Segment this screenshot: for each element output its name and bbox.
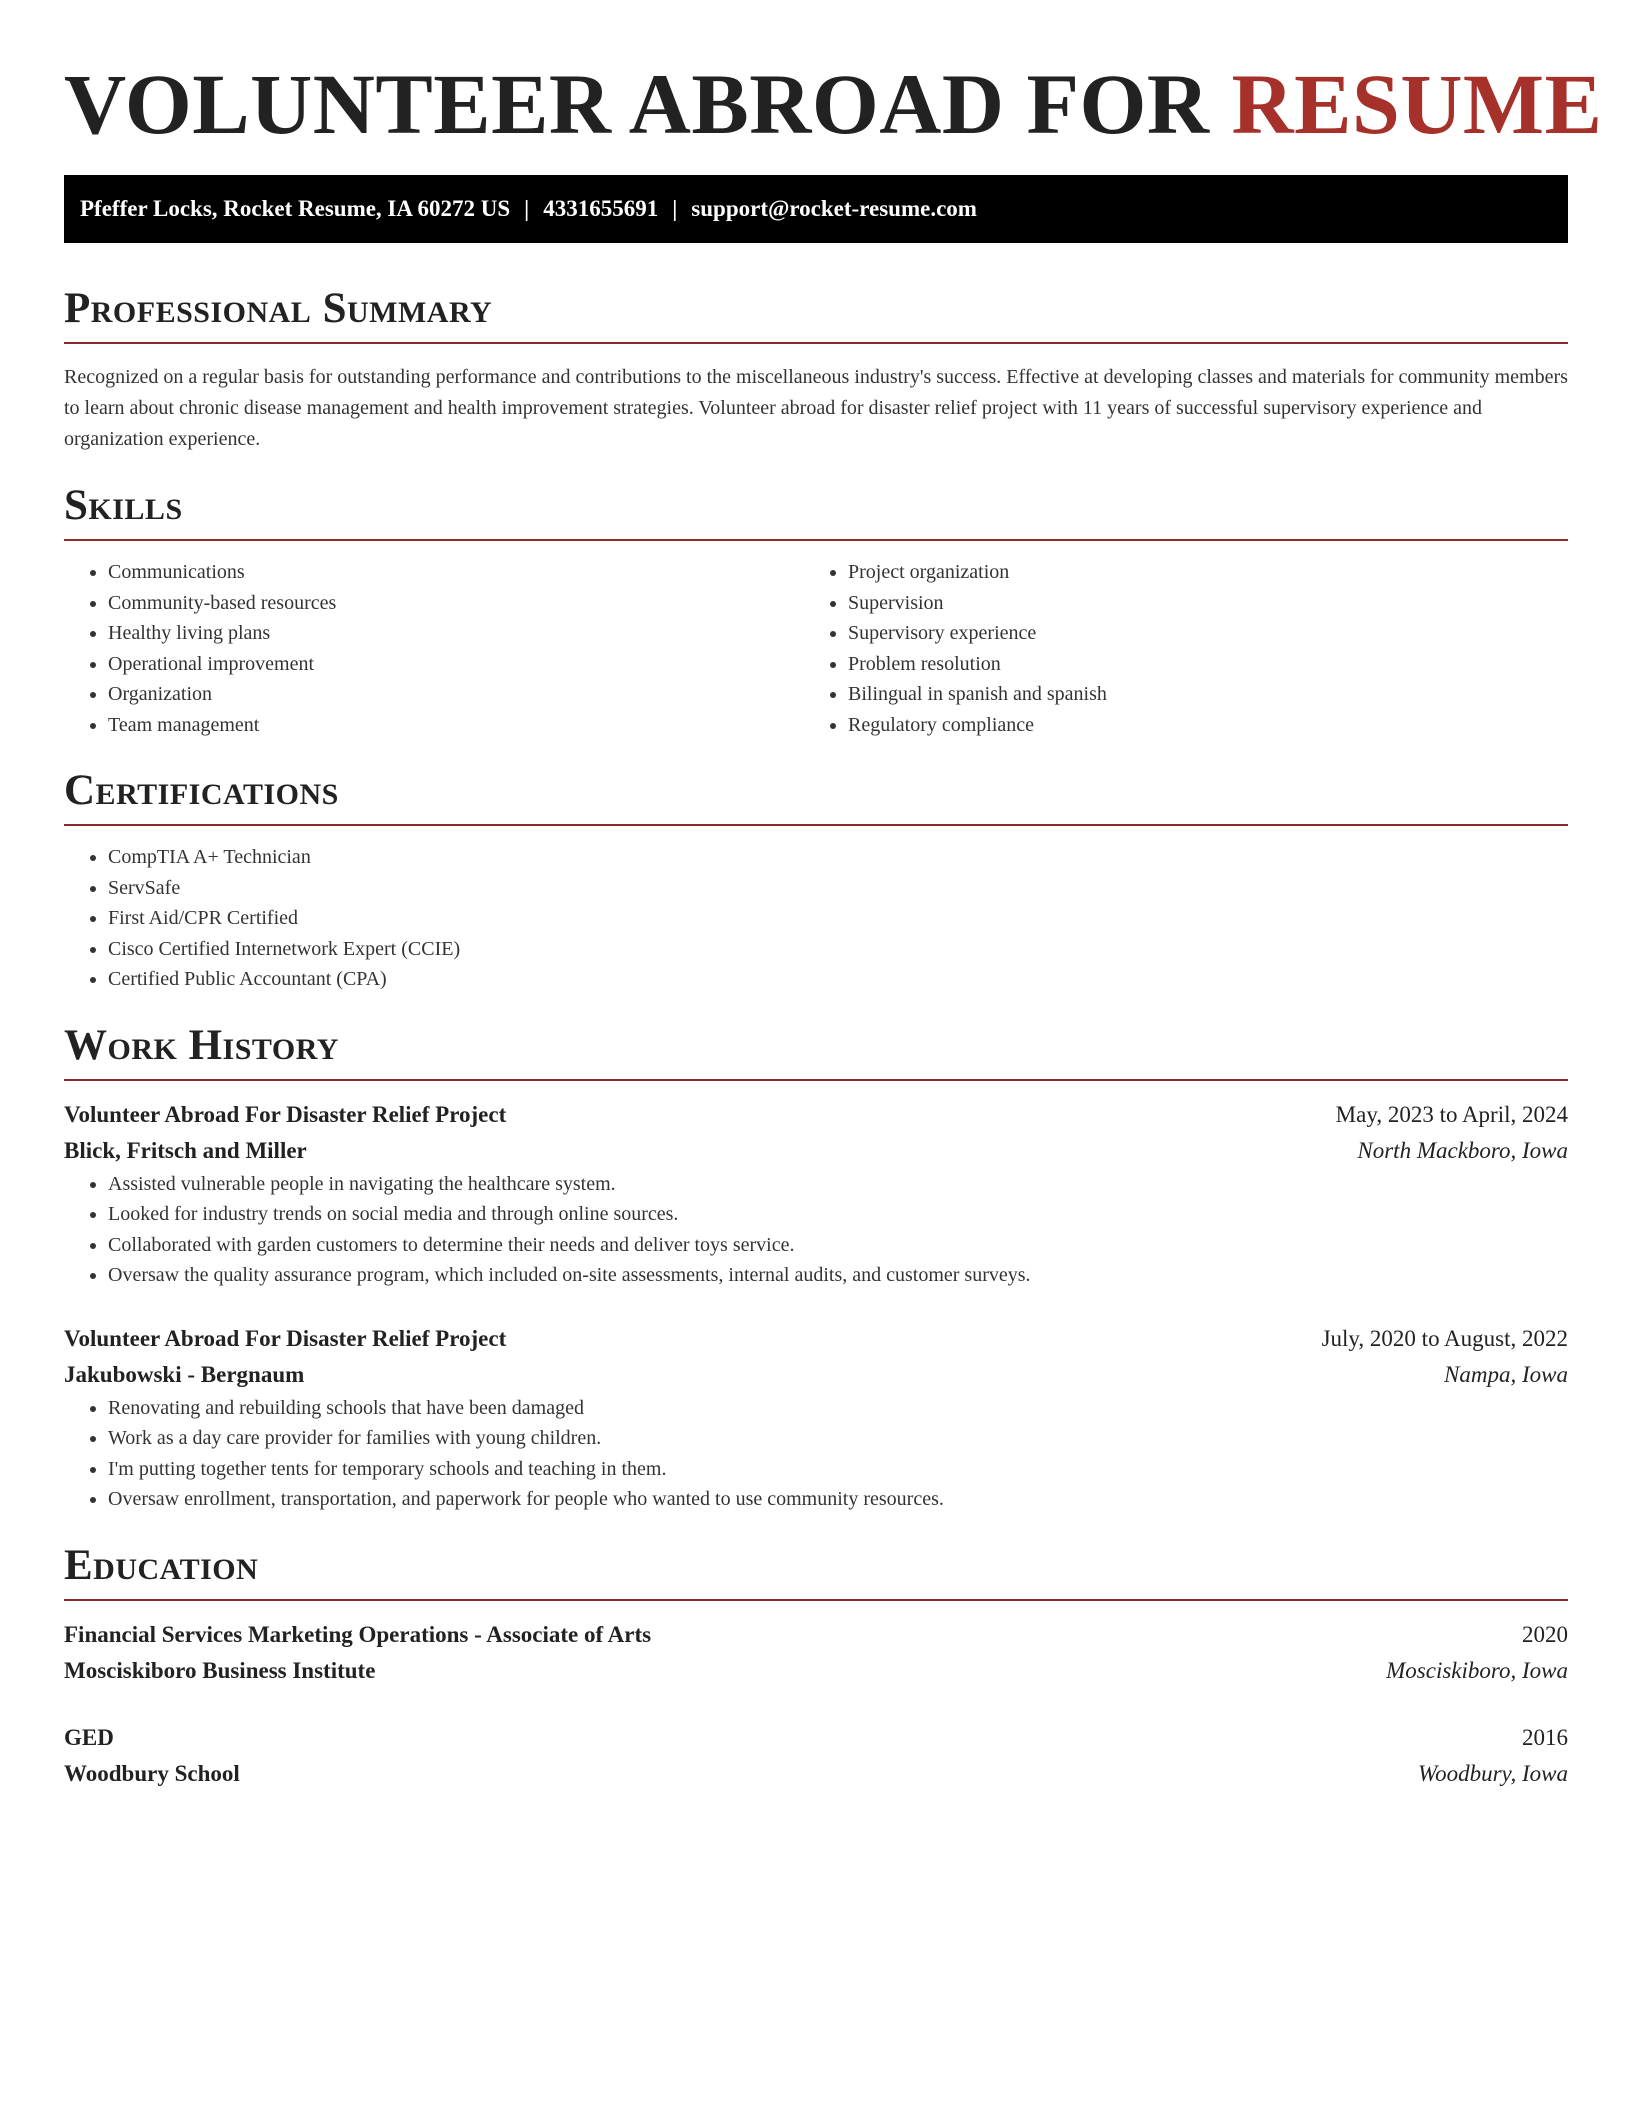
certification-item: • First Aid/CPR Certified: [108, 903, 1568, 934]
job-company-row: [64, 1133, 1568, 1169]
job-duty-item: • Renovating and rebuilding schools that have been damaged: [108, 1393, 1568, 1424]
title-accent: RESUME: [1231, 56, 1603, 152]
education-degree: Financial Services Marketing Operations - Associate of Arts: [64, 1621, 652, 1647]
certification-item: • CompTIA A+ Technician: [108, 842, 1568, 873]
job-location: North Mackboro, Iowa: [1357, 1137, 1568, 1163]
skills-column-left: [64, 557, 804, 740]
job-header-row: [64, 1097, 1568, 1133]
education-entry: [64, 1617, 1568, 1689]
work-history-heading: Work History: [64, 1021, 339, 1069]
skill-item: • Communications: [108, 557, 804, 588]
job-duties-list: [64, 1169, 1568, 1291]
education-section: [64, 1541, 1568, 1792]
job-title: Volunteer Abroad For Disaster Relief Project: [64, 1101, 507, 1127]
education-header-row: [64, 1720, 1568, 1756]
skills-list-left: [64, 557, 804, 740]
education-school-row: [64, 1756, 1568, 1792]
certification-item: • Certified Public Accountant (CPA): [108, 964, 1568, 995]
job-duty-item: • Oversaw the quality assurance program, which included on-site assessments, internal audits, and customer surveys.: [108, 1260, 1568, 1291]
contact-separator: |: [524, 196, 530, 221]
resume-title: [64, 0, 1603, 152]
education-location: Mosciskiboro, Iowa: [1386, 1657, 1568, 1683]
summary-heading: Professional Summary: [64, 285, 493, 332]
certification-item: • Cisco Certified Internetwork Expert (CCIE): [108, 934, 1568, 965]
skill-item: • Problem resolution: [848, 649, 1544, 680]
education-header-row: [64, 1617, 1568, 1653]
certification-item: • ServSafe: [108, 873, 1568, 904]
skills-list-right: [804, 557, 1544, 740]
skill-item: • Team management: [108, 710, 804, 741]
contact-phone: 4331655691: [543, 196, 659, 221]
job-duty-item: • I'm putting together tents for temporary schools and teaching in them.: [108, 1454, 1568, 1485]
contact-bar: [64, 175, 1568, 243]
job-duty-item: • Oversaw enrollment, transportation, and paperwork for people who wanted to use community resources.: [108, 1484, 1568, 1515]
contact-address: Pfeffer Locks, Rocket Resume, IA 60272 US: [80, 196, 511, 221]
job-duty-item: • Work as a day care provider for families with young children.: [108, 1423, 1568, 1454]
job-duties-list: [64, 1393, 1568, 1515]
certifications-section: [64, 766, 1568, 995]
education-entry: [64, 1720, 1568, 1792]
contact-separator: |: [672, 196, 678, 221]
contact-email: support@rocket-resume.com: [691, 196, 977, 221]
education-school: Mosciskiboro Business Institute: [64, 1657, 376, 1683]
skill-item: • Supervisory experience: [848, 618, 1544, 649]
education-location: Woodbury, Iowa: [1418, 1760, 1568, 1786]
title-main: VOLUNTEER ABROAD FOR: [64, 56, 1232, 152]
education-school: Woodbury School: [64, 1760, 240, 1786]
skills-column-right: [804, 557, 1544, 740]
skill-item: • Organization: [108, 679, 804, 710]
skill-item: • Regulatory compliance: [848, 710, 1544, 741]
job-duty-item: • Assisted vulnerable people in navigating the healthcare system.: [108, 1169, 1568, 1200]
work-history-section: [64, 1021, 1568, 1515]
job-header-row: [64, 1321, 1568, 1357]
section-divider: [64, 1079, 1568, 1081]
job-location: Nampa, Iowa: [1444, 1361, 1568, 1387]
job-dates: May, 2023 to April, 2024: [1335, 1101, 1568, 1127]
job-duty-item: • Collaborated with garden customers to determine their needs and deliver toys service.: [108, 1230, 1568, 1261]
job-company: Blick, Fritsch and Miller: [64, 1137, 307, 1163]
summary-text: Recognized on a regular basis for outstanding performance and contributions to the miscellaneous industry's success. Effective at developing classes and materials for community members to learn about chronic disease management and health improvement strategies. Volunteer abroad for disaster relief project with 11 years of successful supervisory experience and organization experience.: [64, 366, 1568, 450]
skill-item: • Healthy living plans: [108, 618, 804, 649]
education-school-row: [64, 1653, 1568, 1689]
education-year: 2020: [1522, 1621, 1568, 1647]
education-heading: Education: [64, 1541, 259, 1589]
education-year: 2016: [1522, 1724, 1568, 1750]
section-divider: [64, 539, 1568, 541]
skill-item: • Community-based resources: [108, 588, 804, 619]
job-duty-item: • Looked for industry trends on social media and through online sources.: [108, 1199, 1568, 1230]
job-entry: [64, 1097, 1568, 1291]
job-company-row: [64, 1357, 1568, 1393]
skill-item: • Supervision: [848, 588, 1544, 619]
section-divider: [64, 824, 1568, 826]
job-dates: July, 2020 to August, 2022: [1321, 1325, 1568, 1351]
skill-item: • Operational improvement: [108, 649, 804, 680]
skills-section: [64, 481, 1568, 740]
education-degree: GED: [64, 1724, 114, 1750]
section-divider: [64, 1599, 1568, 1601]
skill-item: • Bilingual in spanish and spanish: [848, 679, 1544, 710]
job-company: Jakubowski - Bergnaum: [64, 1361, 305, 1387]
skill-item: • Project organization: [848, 557, 1544, 588]
skills-grid: [64, 557, 1568, 740]
job-title: Volunteer Abroad For Disaster Relief Project: [64, 1325, 507, 1351]
section-divider: [64, 342, 1568, 344]
certifications-list: [64, 842, 1568, 995]
job-entry: [64, 1321, 1568, 1515]
certifications-heading: Certifications: [64, 767, 339, 814]
skills-heading: Skills: [64, 482, 183, 529]
summary-section: [64, 284, 1568, 455]
